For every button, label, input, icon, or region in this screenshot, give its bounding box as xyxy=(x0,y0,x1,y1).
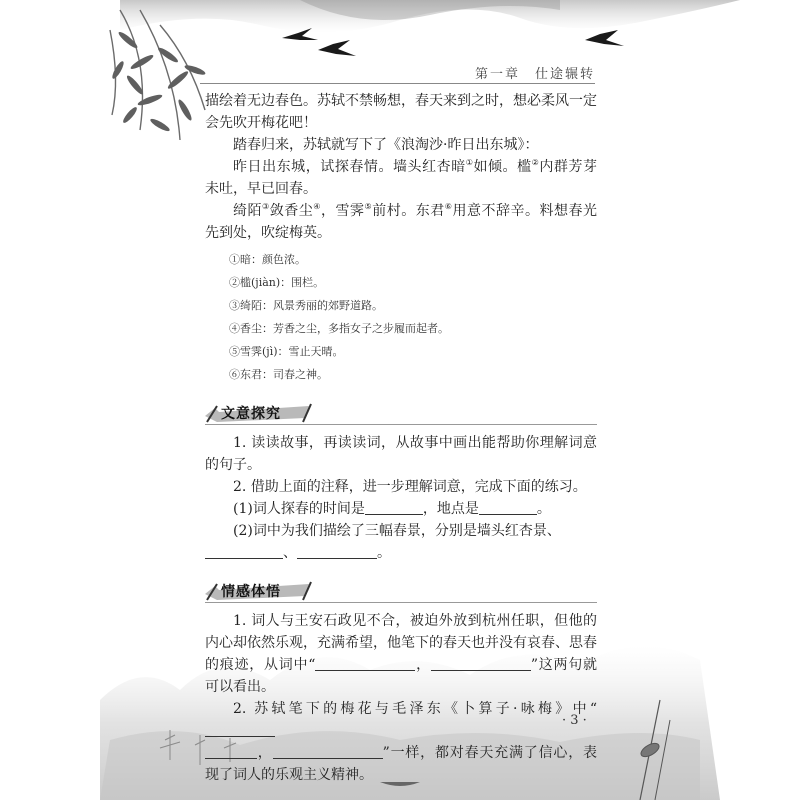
footnote-ref: ④ xyxy=(313,202,321,211)
answer-blank[interactable] xyxy=(365,500,423,515)
question: 2. 借助上面的注释，进一步理解词意，完成下面的练习。 xyxy=(233,479,587,495)
page-number: · 3 · xyxy=(562,713,587,728)
footnote: ④香尘：芳香之尘，多指女子之步履而起者。 xyxy=(229,322,449,335)
poem-stanza-1: 昨日出东城，试探春情。墙头红杏暗①如倾。槛②内群芳芽未吐，早已回春。 xyxy=(205,158,598,197)
question-continued: 、 。 xyxy=(205,542,597,564)
footnote-ref: ⑤ xyxy=(364,202,373,211)
question: 1. 词人与王安石政见不合，被迫外放到杭州任职，但他的内心却依然乐观，充满希望，他笔下的春天也并没有哀春、思春的痕迹，从词中“ ， ”这两句就可以看出。 xyxy=(205,613,597,695)
section-divider xyxy=(205,424,597,425)
question: (1)词人探春的时间是 ，地点是 。 xyxy=(233,501,551,517)
footnote: ②槛(jiàn)：围栏。 xyxy=(229,276,325,289)
footnote-ref: ① xyxy=(465,158,474,167)
section-title: 文意探究 xyxy=(221,406,281,422)
question: 1. 读读故事，再读读词，从故事中画出能帮助你理解词意的句子。 xyxy=(205,435,597,473)
header-divider xyxy=(200,83,595,84)
footnote: ⑥东君：司春之神。 xyxy=(229,368,328,381)
footnotes xyxy=(205,248,597,386)
answer-blank[interactable] xyxy=(205,744,257,759)
answer-blank[interactable] xyxy=(205,722,275,737)
footnote-ref: ⑥ xyxy=(444,202,453,211)
footnote: ①暗：颜色浓。 xyxy=(229,253,306,266)
answer-blank[interactable] xyxy=(205,544,283,559)
answer-blank[interactable] xyxy=(479,500,537,515)
story-paragraph: 踏春归来，苏轼就写下了《浪淘沙·昨日出东城》： xyxy=(233,137,539,153)
answer-blank[interactable] xyxy=(273,744,383,759)
question: 2. 苏轼笔下的梅花与毛泽东《卜算子·咏梅》中“ ， ”一样，都对春天充满了信心，表现了词人的乐观主义精神。 xyxy=(205,701,597,783)
section-header-emotion xyxy=(205,578,597,602)
story-paragraph: 描绘着无边春色。苏轼不禁畅想，春天来到之时，想必柔风一定会先吹开梅花吧！ xyxy=(205,93,597,131)
question: (2)词中为我们描绘了三幅春景，分别是墙头红杏景、 xyxy=(233,523,561,539)
answer-blank[interactable] xyxy=(431,656,531,671)
answer-blank[interactable] xyxy=(315,656,415,671)
section-divider xyxy=(205,602,597,603)
footnote-ref: ③ xyxy=(262,202,270,211)
poem-stanza-2: 绮陌③敛香尘④，雪霁⑤前村。东君⑥用意不辞辛。料想春光先到处，吹绽梅英。 xyxy=(205,202,598,241)
section-title: 情感体悟 xyxy=(221,584,281,600)
footnote: ⑤雪霁(jì)：雪止天晴。 xyxy=(229,345,344,358)
swallow-birds xyxy=(282,28,624,56)
footnote: ③绮陌：风景秀丽的郊野道路。 xyxy=(229,299,383,312)
footnote-ref: ② xyxy=(531,158,540,167)
main-content xyxy=(205,90,597,786)
chapter-title: 第一章 仕途辗转 xyxy=(474,67,595,82)
section-header-comprehension xyxy=(205,400,597,424)
answer-blank[interactable] xyxy=(297,544,377,559)
